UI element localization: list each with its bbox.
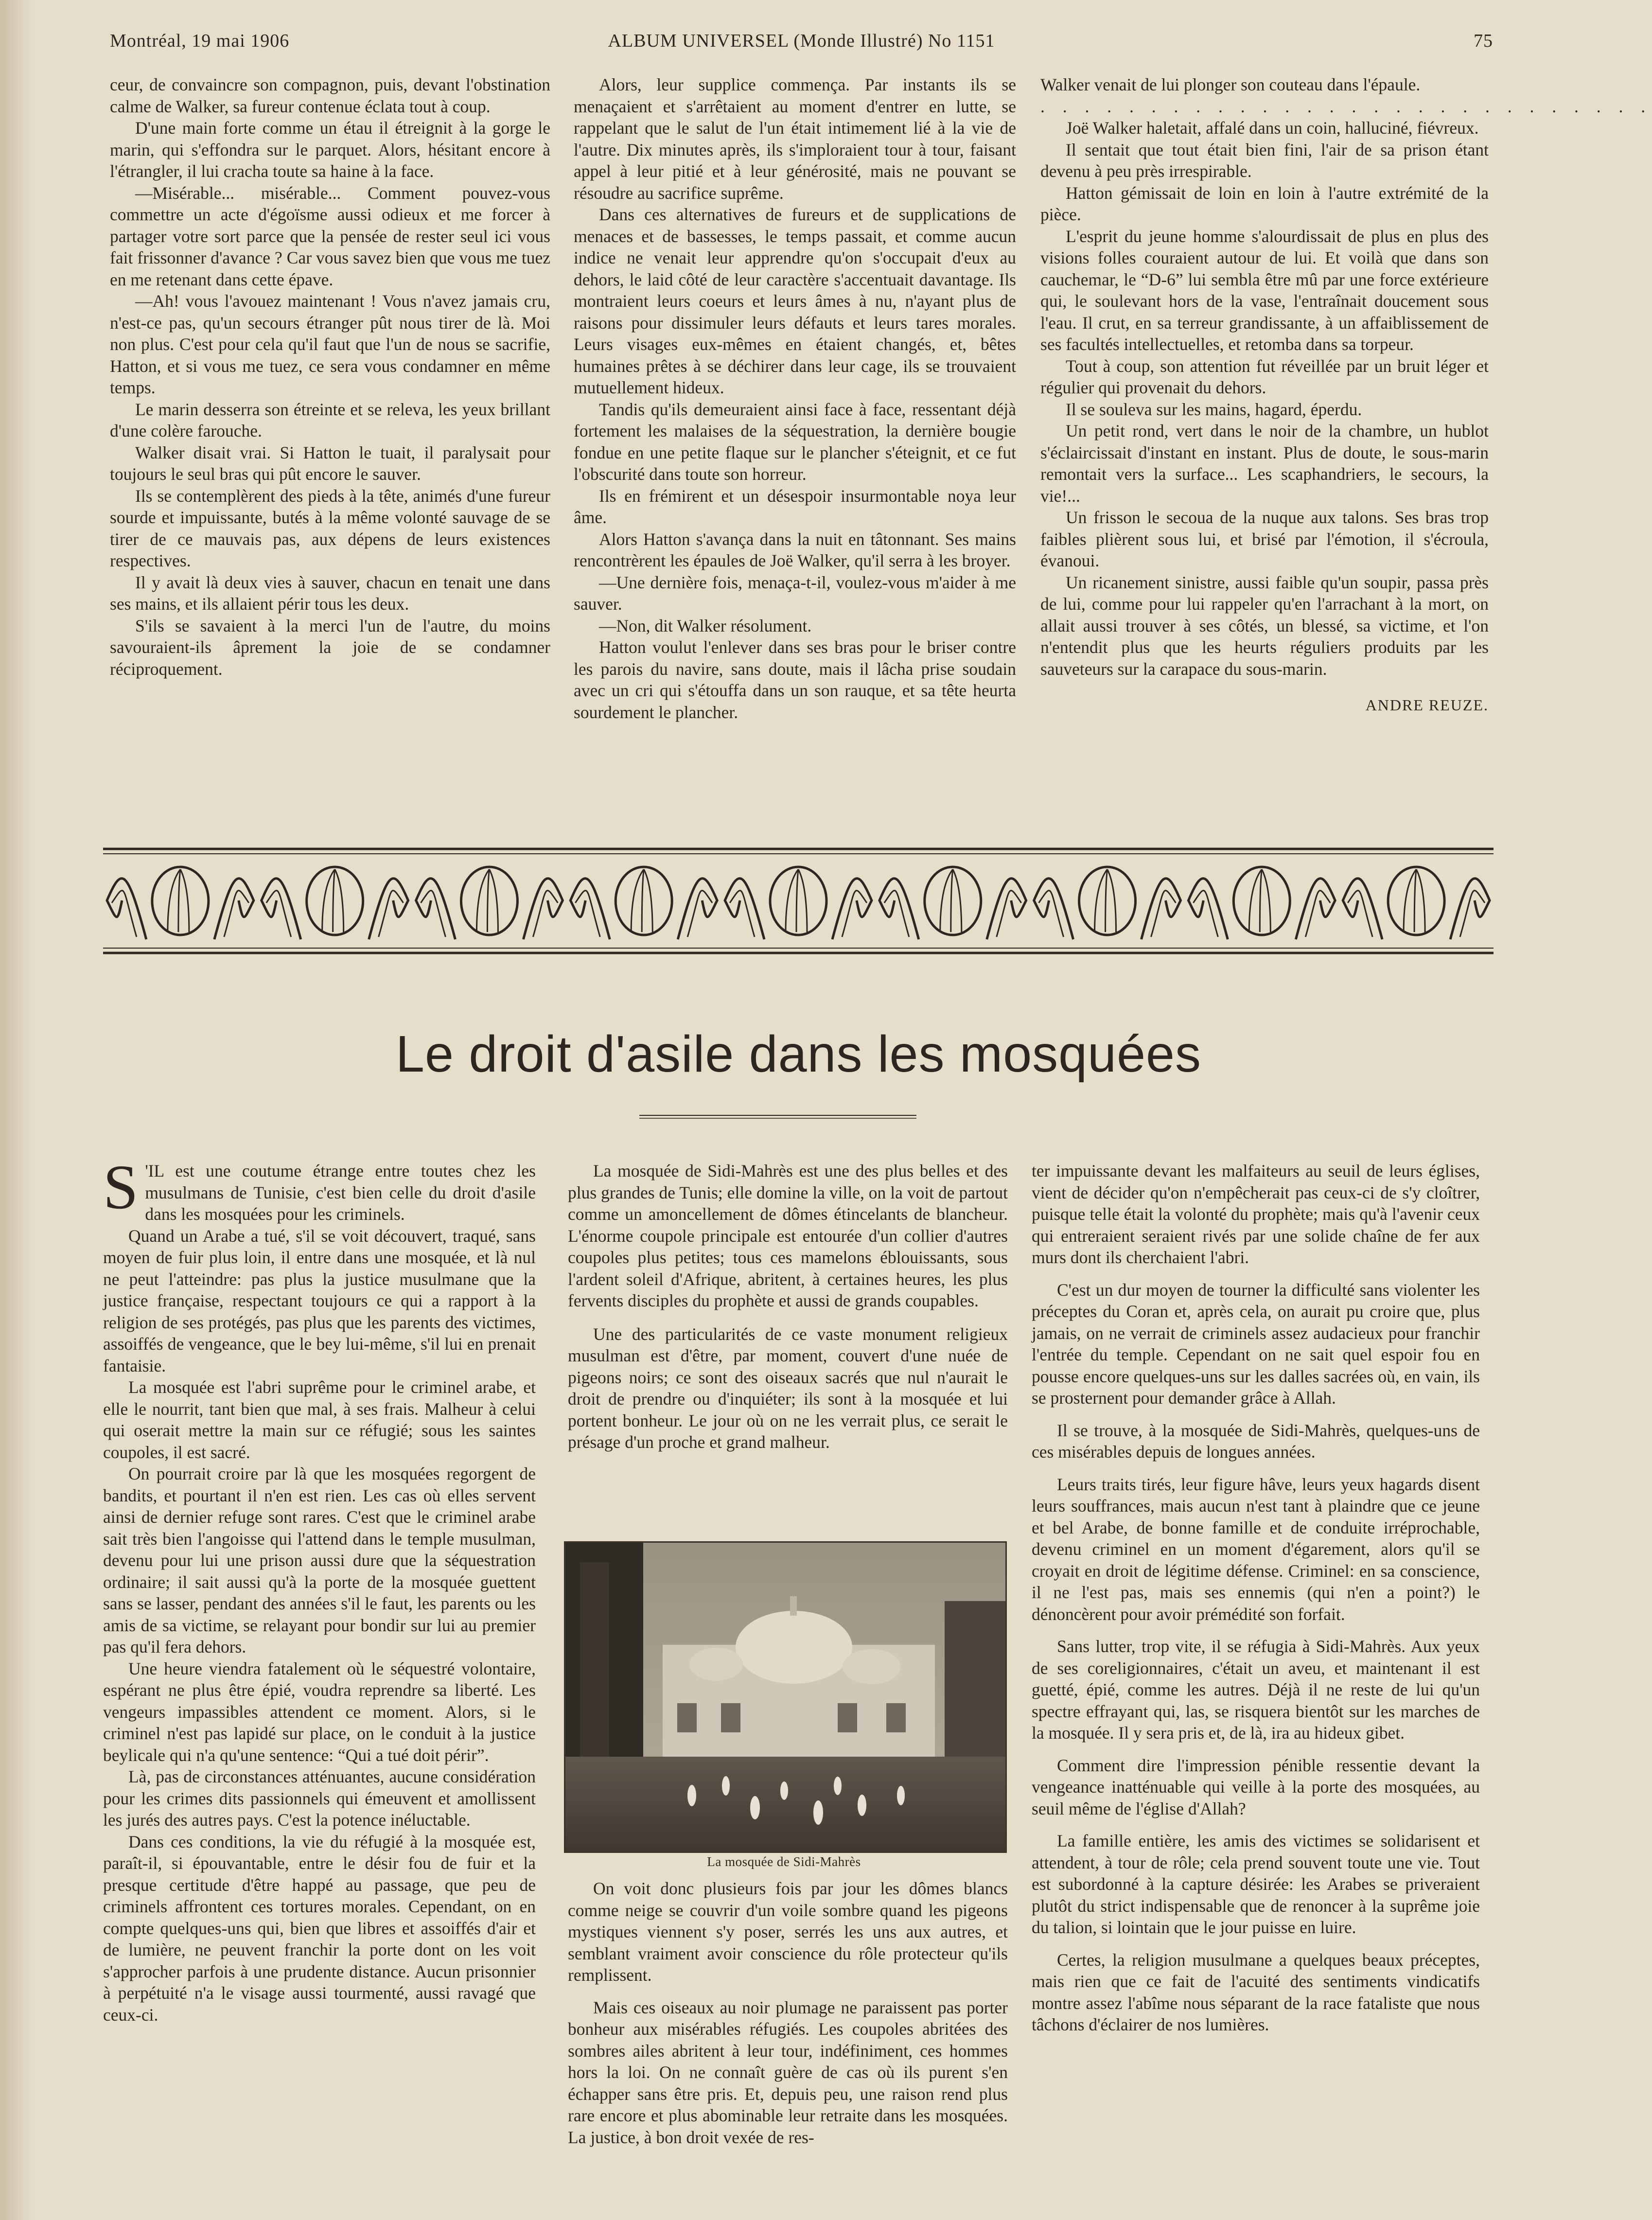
paragraph: Dans ces alternatives de fureurs et de supplications de menaces et de bassesses, le temps passait, et comme aucun indice ne venait leur apprendre qu'on s'occupait d'eux au dehors, le laid côté de leur caractère s'accentuait davantage. Ils montraient leurs coeurs et leurs âmes à nu, n'ayant plus de raisons pour dissimuler leurs défauts et leurs tares morales. Leurs visages eux-mêmes en étaient changés, et, bêtes humaines prêtes à se déchirer dans leur cage, ils se trouvaient mutuellement hideux. xyxy=(574,205,1016,397)
page-header xyxy=(110,30,1493,59)
title-rule xyxy=(639,1113,916,1120)
paragraph: On pourrait croire par là que les mosquées regorgent de bandits, et pourtant il n'en est rien. Les cas où elles servent ainsi de dernier refuge sont rares. C'est que le criminel arabe sait très bien l'angoisse qui l'attend dans le temple musulman, devenu pour lui une prison aussi dure que la séquestration ordinaire; il sait aussi qu'à la porte de la mosquée guettent sans se lasser, pendant des années s'il le faut, les parents ou les amis de sa victime, se relayant pour bondir sur lui au premier pas qu'il fera dehors. xyxy=(103,1464,536,1656)
paragraph: Leurs traits tirés, leur figure hâve, leurs yeux hagards disent leurs souffrances, mais aucun n'est tant à plaindre que ce jeune et bel Arabe, de bonne famille et de conduite irréprochable, devenu criminel en un moment d'égarement, alors qu'il se croyait en droit de légitime défense. Criminel: en sa conscience, il ne l'est pas, mais ses ennemis (qui n'en a point?) le dénoncèrent pour avoir prémédité son forfait. xyxy=(1032,1474,1480,1624)
banner-motif xyxy=(416,867,563,939)
paragraph: ceur, de convaincre son compagnon, puis, devant l'obstination calme de Walker, sa fureur contenue éclata tout à coup. xyxy=(110,75,550,116)
paragraph: Certes, la religion musulmane a quelques beaux préceptes, mais rien que ce fait de l'acuité des sentiments vindicatifs montre assez l'abîme nous séparant de la race fataliste que nous tâchons d'éclairer de nos lumières. xyxy=(1032,1950,1480,2034)
paragraph: Le marin desserra son étreinte et se releva, les yeux brillant d'une colère farouche. xyxy=(110,399,550,440)
paragraph: Tandis qu'ils demeuraient ainsi face à face, ressentant déjà fortement les malaises de la séquestration, la dernière bougie fondue en une petite flaque sur le plancher s'éteignit, et ce fut l'obscurité dans toute son horreur. xyxy=(574,399,1016,484)
paragraph: Hatton voulut l'enlever dans ses bras pour le briser contre les parois du navire, sans doute, mais il lâcha prise soudain avec un cri qui s'étouffa dans un son rauque, et sa tête heurta sourdement le plancher. xyxy=(574,637,1016,722)
ellipsis-divider: . . . . . . . . . . . . . . . . . . . . . . . . . . . . xyxy=(1040,96,1652,116)
paragraph: Hatton gémissait de loin en loin à l'autre extrémité de la pièce. xyxy=(1040,183,1489,224)
binding-gutter xyxy=(0,0,34,2220)
paragraph: Ils se contemplèrent des pieds à la tête, animés d'une fureur sourde et impuissante, butés à la même volonté sauvage de se tirer de ce mauvais pas, aux dépens de leurs existences respectives. xyxy=(110,486,550,570)
paragraph: Une des particularités de ce vaste monument religieux musulman est d'être, par moment, couvert d'une nuée de pigeons noirs; ce sont des oiseaux sacrés que nul n'aurait le droit de prendre ou d'inquiéter; ils sont à la mosquée et lui portent bonheur. Le jour où on ne les verrait plus, ce serait le présage d'un proche et grand malheur. xyxy=(568,1324,1008,1452)
banner-motif xyxy=(1343,867,1490,939)
paragraph-text: 'IL est une coutume étrange entre toutes chez les musulmans de Tunisie, c'est bien celle du droit d'asile dans les mosquées pour les criminels. xyxy=(145,1161,536,1224)
paragraph: La mosquée est l'abri suprême pour le criminel arabe, et elle le nourrit, tant bien que mal, à ses frais. Malheur à celui qui oserait mettre la main sur ce réfugié; sous les saintes coupoles, il est sacré. xyxy=(103,1377,536,1462)
paragraph: —Misérable... misérable... Comment pouvez-vous commettre un acte d'égoïsme aussi odieux et me forcer à partager votre sort parce que la pensée de rester seul ici vous fait frissonner d'avance ? Car vous savez bien que vous me tuez en me retenant dans cette épave. xyxy=(110,183,550,289)
story-column-3 xyxy=(1040,74,1652,813)
mosque-photo xyxy=(564,1541,1007,1853)
photo-caption: La mosquée de Sidi-Mahrès xyxy=(707,1854,861,1869)
article-column-3 xyxy=(1032,1160,1480,2181)
story-column-2 xyxy=(574,74,1016,813)
paragraph: L'esprit du jeune homme s'alourdissait de plus en plus des visions folles couraient autour de lui. Et voilà que dans son cauchemar, le “D-6” lui sembla être mû par une force extérieure qui, le soulevant hors de la vase, l'entraînait doucement sous l'eau. Il crut, en sa terreur grandissante, à un affaiblissement de ses facultés intellectuelles, et retomba dans sa torpeur. xyxy=(1040,226,1489,354)
paragraph: Un petit rond, vert dans le noir de la chambre, un hublot s'éclaircissait d'instant en instant. Plus de doute, le sous-marin remontait vers la surface... Les scaphandriers, le secours, la vie!... xyxy=(1040,421,1489,506)
paragraph: C'est un dur moyen de tourner la difficulté sans violenter les préceptes du Coran et, après cela, on aurait pu croire que, plus jamais, on ne verrait de criminels assez audacieux pour franchir l'entrée du temple. Cependant on ne sait quel espoir fou en pousse encore quelques-uns sur les dalles sacrées où, en vain, ils se prosternent pour demander grâce à Allah. xyxy=(1032,1280,1480,1408)
article-title: Le droit d'asile dans les mosquées xyxy=(396,1025,1201,1083)
paragraph: On voit donc plusieurs fois par jour les dômes blancs comme neige se couvrir d'un voile sombre quand les pigeons mystiques viennent s'y poser, serrés les uns aux autres, et semblant vraiment avoir conscience du rôle protecteur qu'ils remplissent. xyxy=(568,1879,1008,1985)
banner-motif xyxy=(879,867,1026,939)
ornamental-banner xyxy=(103,847,1494,955)
author-signature: ANDRE REUZE. xyxy=(1365,696,1489,714)
paragraph: La famille entière, les amis des victimes se solidarisent et attendent, à tour de rôle; cela prend souvent toute une vie. Tout est subordonné à la capture désirée: les Arabes se priveraient plutôt du strict indispensable que de renoncer à la suprême joie du talion, si lointain que le jour puisse en luire. xyxy=(1032,1831,1480,1937)
paragraph: —Non, dit Walker résolument. xyxy=(599,616,812,635)
paragraph: Il y avait là deux vies à sauver, chacun en tenait une dans ses mains, et ils allaient périr tous les deux. xyxy=(110,572,550,614)
paragraph: La mosquée de Sidi-Mahrès est une des plus belles et des plus grandes de Tunis; elle domine la ville, on la voit de partout comme un amoncellement de dômes étincelants de blancheur. L'énorme coupole principale est entourée d'un collier d'autres coupoles plus petites; tous ces mamelons éblouissants, sous l'ardent soleil d'Afrique, abritent, à certaines heures, les plus fervents disciples du prophète et aussi de grands coupables. xyxy=(568,1161,1008,1310)
paragraph: Sans lutter, trop vite, il se réfugia à Sidi-Mahrès. Aux yeux de ses coreligionnaires, c'était un aveu, et maintenant il est guetté, épié, comme les autres. Déjà il ne reste de lui qu'un spectre effrayant qui, las, se risquera bientôt sur les marches de la mosquée. Il y sera pris et, de là, ira au hideux gibet. xyxy=(1032,1637,1480,1743)
paragraph: Alors, leur supplice commença. Par instants ils se menaçaient et s'arrêtaient au moment d'entrer en lutte, se rappelant que le salut de l'un était intimement lié à la vie de l'autre. Dix minutes après, ils s'imploraient tour à tour, faisant appel à leur pitié et à leur générosité, mais ne pouvant se résoudre au sacrifice suprême. xyxy=(574,75,1016,203)
paragraph: Il se souleva sur les mains, hagard, éperdu. xyxy=(1066,399,1362,419)
banner-motif xyxy=(1188,867,1335,939)
header-publication: ALBUM UNIVERSEL (Monde Illustré) No 1151 xyxy=(608,31,995,51)
article-column-1 xyxy=(103,1152,536,2181)
story-column-1 xyxy=(110,74,550,813)
paragraph: Là, pas de circonstances atténuantes, aucune considération pour les crimes dits passionnels qui émeuvent et amollissent les jurés des autres pays. C'est la potence inéluctable. xyxy=(103,1767,536,1830)
paragraph: —Une dernière fois, menaça-t-il, voulez-vous m'aider à me sauver. xyxy=(574,572,1016,614)
paragraph: Un ricanement sinistre, aussi faible qu'un soupir, passa près de lui, comme pour lui rappeler qu'en l'arrachant à la mort, on allait aussi trouver à ses côtés, un blessé, sa victime, et l'on n'entendit plus que les heurts réguliers produits par les sauveteurs sur la carapace du sous-marin. xyxy=(1040,572,1489,679)
paragraph: Walker disait vrai. Si Hatton le tuait, il paralysait pour toujours le seul bras qui pût encore le sauver. xyxy=(110,442,550,484)
paragraph: —Ah! vous l'avouez maintenant ! Vous n'avez jamais cru, n'est-ce pas, qu'un secours étranger pût nous tirer de là. Moi non plus. C'est pour cela qu'il faut que l'un de nous se sacrifie, Hatton, et si vous me tuez, ce sera vous condamner en même temps. xyxy=(110,291,550,397)
paragraph: S'ils se savaient à la merci l'un de l'autre, du moins savouraient-ils âprement la joie de se condamner réciproquement. xyxy=(110,616,550,679)
paragraph: Quand un Arabe a tué, s'il se voit découvert, traqué, sans moyen de fuir plus loin, il entre dans une mosquée, et là nul ne peut l'atteindre: pas plus la justice musulmane que la justice française, respectant toujours ce qui a rapport à la religion de ses protégés, pas plus que les parents des victimes, assoiffés de vengeance, que le bey lui-même, s'il lui en prenait fantaisie. xyxy=(103,1226,536,1375)
article-column-2-continued xyxy=(568,1878,1008,2189)
paragraph: Walker venait de lui plonger son couteau dans l'épaule. xyxy=(1040,75,1421,94)
drop-cap: S xyxy=(103,1152,139,1222)
banner-motif xyxy=(725,867,872,939)
banner-motif xyxy=(1034,867,1181,939)
paragraph: Mais ces oiseaux au noir plumage ne paraissent pas porter bonheur aux misérables réfugiés. Les coupoles abritées des sombres ailes abritent à leur tour, indéfiniment, ces hommes hors la loi. On ne connaît guère de cas où ils purent s'en échapper sans être pris. Et, depuis peu, une raison rend plus rare encore et plus abominable leur retraite dans les mosquées. La justice, à bon droit vexée de res- xyxy=(568,1997,1008,2147)
paragraph: Joë Walker haletait, affalé dans un coin, halluciné, fiévreux. xyxy=(1066,118,1479,138)
paragraph: ter impuissante devant les malfaiteurs au seuil de leurs églises, vient de décider qu'on n'empêcherait pas ceux-ci de s'y cloîtrer, puisque telle était la volonté du prophète; mais qu'à l'avenir ceux qui entreraient seraient rivés par une solide chaîne de fer aux murs dont ils cherchaient l'abri. xyxy=(1032,1161,1480,1267)
header-date: Montréal, 19 mai 1906 xyxy=(110,31,290,51)
paragraph: Alors Hatton s'avança dans la nuit en tâtonnant. Ses mains rencontrèrent les épaules de Joë Walker, qu'il serra à les broyer. xyxy=(574,529,1016,570)
paragraph: D'une main forte comme un étau il étreignit à la gorge le marin, qui s'effondra sur le parquet. Alors, hésitant encore à l'étrangler, il lui cracha toute sa haine à la face. xyxy=(110,118,550,181)
banner-motif xyxy=(107,867,254,939)
paragraph: Comment dire l'impression pénible ressentie devant la vengeance inatténuable qui veille à la porte des mosquées, au seuil même de l'église d'Allah? xyxy=(1032,1755,1480,1818)
paragraph: Tout à coup, son attention fut réveillée par un bruit léger et régulier qui provenait du dehors. xyxy=(1040,356,1489,397)
paragraph: Ils en frémirent et un désespoir insurmontable noya leur âme. xyxy=(574,486,1016,527)
paragraph: Il se trouve, à la mosquée de Sidi-Mahrès, quelques-uns de ces misérables depuis de longues années. xyxy=(1032,1420,1480,1462)
banner-motif xyxy=(570,867,717,939)
paragraph: Dans ces conditions, la vie du réfugié à la mosquée est, paraît-il, si épouvantable, entre le désir fou de fuir et la presque certitude d'être happé au passage, que peu de criminels affrontent ces tortures morales. Cependant, on en compte quelques-uns qui, bien que libres et assoiffés d'air et de lumière, ne peuvent franchir la porte dont on les voit s'approcher parfois à une prudente distance. Aucun prisonnier à perpétuité n'a le visage aussi tourmenté, aussi ravagé que ceux-ci. xyxy=(103,1832,536,2025)
paragraph: Une heure viendra fatalement où le séquestré volontaire, espérant ne plus être épié, voudra reprendre sa liberté. Les vengeurs impassibles attendent ce moment. Alors, si le criminel n'est pas lapidé sur place, on le conduit à la justice beylicale qui n'a qu'une sentence: “Qui a tué doit périr”. xyxy=(103,1658,536,1765)
paragraph: Un frisson le secoua de la nuque aux talons. Ses bras trop faibles plièrent sous lui, et brisé par l'émotion, il s'écroula, évanoui. xyxy=(1040,508,1489,570)
header-page-number: 75 xyxy=(1474,31,1493,51)
banner-motif xyxy=(262,867,408,939)
paragraph xyxy=(103,1152,536,1225)
paragraph: Il sentait que tout était bien fini, l'air de sa prison étant devenu à peu près irrespirable. xyxy=(1040,140,1489,181)
